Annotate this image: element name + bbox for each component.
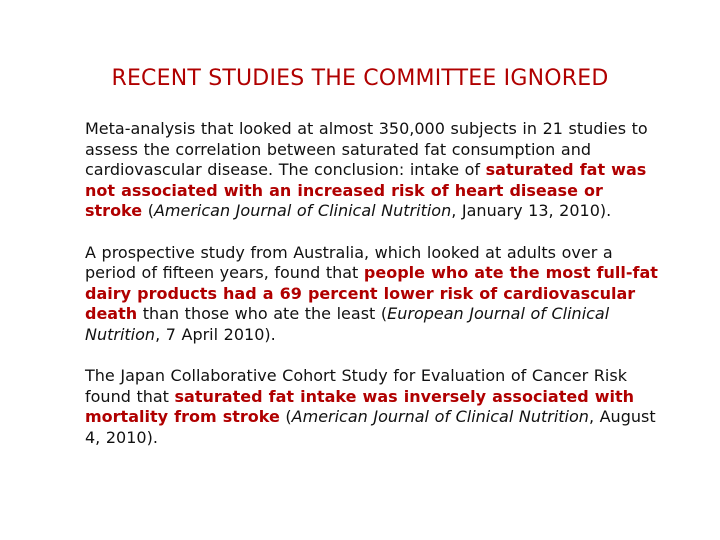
highlighted-finding: saturated fat was not associated with an increased risk of heart disease or stroke [85, 160, 647, 220]
highlighted-finding: people who ate the most full-fat dairy products had a 69 percent lower risk of cardiovascular death [85, 263, 658, 323]
slide-body [85, 119, 665, 469]
paragraph-text: , August 4, 2010). [85, 407, 656, 447]
paragraph-text: ( [142, 201, 154, 220]
paragraph-text: , 7 April 2010). [155, 324, 276, 344]
slide-title: RECENT STUDIES THE COMMITTEE IGNORED [111, 66, 609, 91]
paragraph-text: , January 13, 2010). [451, 201, 612, 220]
study-paragraph-3 [85, 366, 665, 448]
study-paragraph-2 [85, 243, 665, 346]
journal-citation: European Journal of Clinical Nutrition [85, 304, 610, 344]
paragraph-text: ( [279, 407, 292, 426]
paragraph-text: than those who ate the least ( [137, 304, 388, 323]
paragraph-text: Meta-analysis that looked at almost 350,000 subjects in 21 studies to assess the correlation between saturated fat consumption and cardiovascular disease. The conclusion: intake of [85, 119, 648, 179]
journal-citation: American Journal of Clinical Nutrition [153, 201, 452, 220]
paragraph-text: The Japan Collaborative Cohort Study for Evaluation of Cancer Risk found that [85, 366, 627, 406]
paragraph-text: A prospective study from Australia, which looked at adults over a period of fifteen years, found that [85, 242, 613, 282]
highlighted-finding: saturated fat intake was inversely associated with mortality from stroke [85, 386, 635, 426]
journal-citation: American Journal of Clinical Nutrition [291, 407, 589, 426]
study-paragraph-1 [85, 119, 665, 222]
